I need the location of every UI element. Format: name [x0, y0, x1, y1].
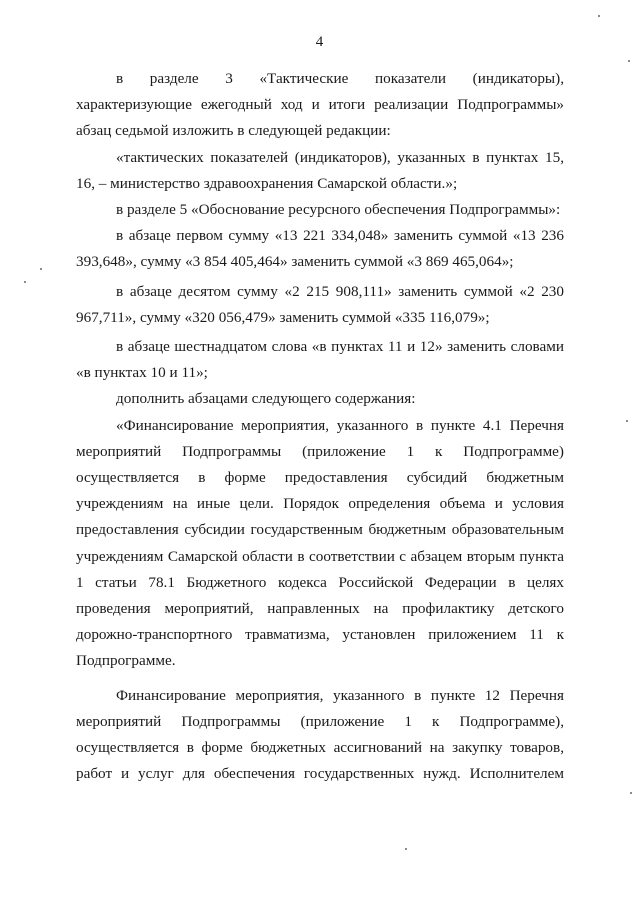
paragraph-section-5: в разделе 5 «Обоснование ресурсного обеспечения Подпрограммы»:: [116, 201, 561, 219]
paragraph-section-3: в разделе 3 «Тактические показатели (индикаторы), характеризующие ежегодный ход и итоги реализации Подпрограммы» абзац седьмой изложить в следующей редакции:: [76, 70, 564, 140]
paragraph-sixteenth-abzac: в абзаце шестнадцатом слова «в пунктах 11 и 12» заменить словами «в пунктах 10 и 11»;: [76, 338, 564, 382]
scan-speck: [40, 268, 42, 270]
scan-speck: [628, 60, 630, 62]
scan-speck: [630, 792, 632, 794]
scan-speck: [24, 281, 26, 283]
document-body: [76, 66, 564, 787]
paragraph-tenth-abzac: в абзаце десятом сумму «2 215 908,111» заменить суммой «2 230 967,711», сумму «320 056,479» заменить суммой «335 116,079»;: [76, 282, 564, 326]
scan-speck: [598, 15, 600, 17]
paragraph-financing-12: Финансирование мероприятия, указанного в пункте 12 Перечня мероприятий Подпрограммы (приложение 1 к Подпрограмме), осуществляется в форме бюджетных ассигнований на закупку товаров, работ и услуг для обеспечения государственных нужд. Исполнителем: [76, 686, 564, 783]
paragraph-add-abzacs: дополнить абзацами следующего содержания:: [116, 390, 416, 408]
scan-speck: [405, 848, 407, 850]
page-number: 4: [315, 34, 324, 50]
scan-speck: [626, 420, 628, 422]
paragraph-tactical-indicators: «тактических показателей (индикаторов), указанных в пунктах 15, 16, – министерство здравоохранения Самарской области.»;: [76, 148, 564, 192]
paragraph-first-abzac: в абзаце первом сумму «13 221 334,048» заменить суммой «13 236 393,648», сумму «3 854 405,464» заменить суммой «3 869 465,064»;: [76, 227, 564, 271]
paragraph-financing-4-1: «Финансирование мероприятия, указанного в пункте 4.1 Перечня мероприятий Подпрограммы (приложение 1 к Подпрограмме) осуществляется в форме предоставления субсидий бюджетным учреждениям на иные цели. Порядок определения объема и условия предоставления субсидии государственным бюджетным образовательным учреждениям Самарской области в соответствии с абзацем вторым пункта 1 статьи 78.1 Бюджетного кодекса Российской Федерации в целях проведения мероприятий, направленных на профилактику детского дорожно-транспортного травматизма, установлен приложением 11 к Подпрограмме.: [76, 416, 564, 670]
